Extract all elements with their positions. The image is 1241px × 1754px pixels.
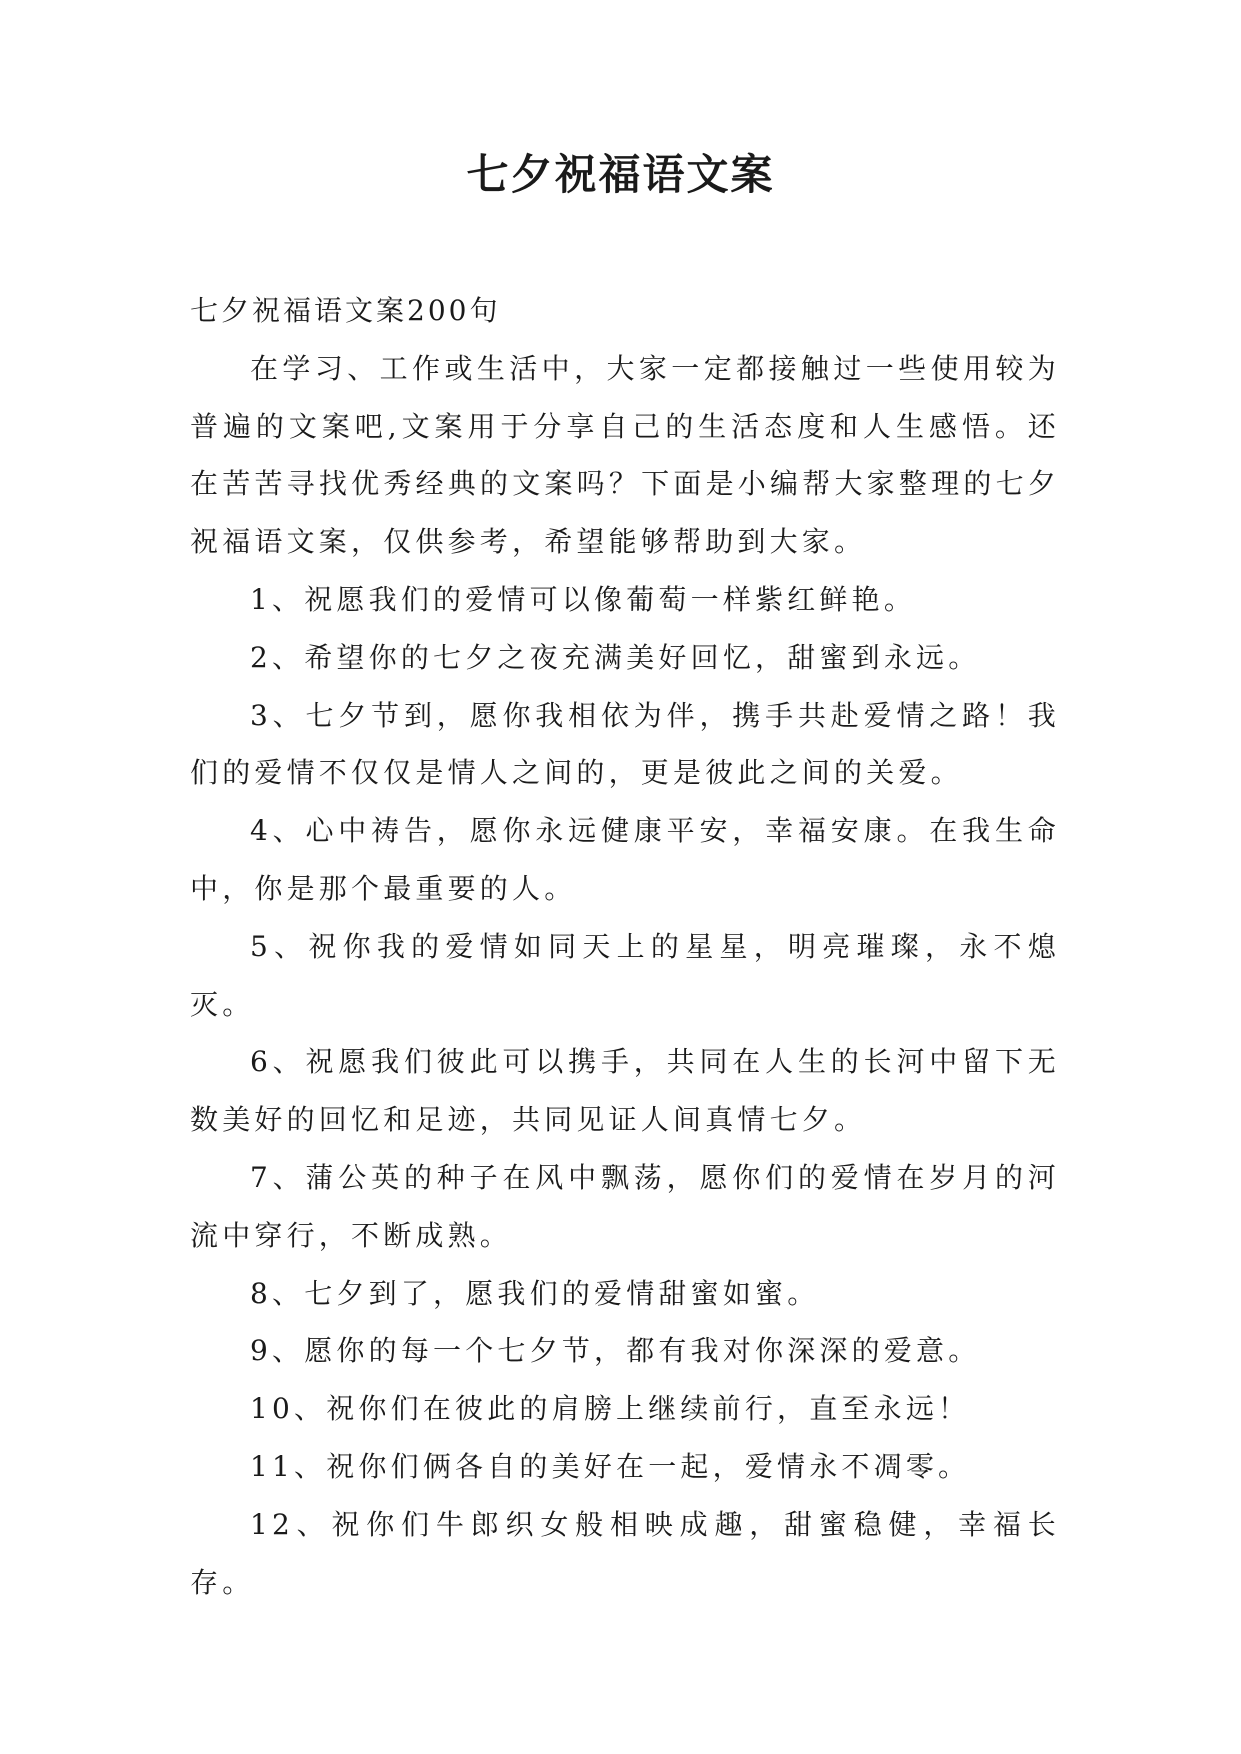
document-subtitle: 七夕祝福语文案200句 bbox=[190, 294, 501, 327]
wish-item-9: 9、愿你的每一个七夕节，都有我对你深深的爱意。 bbox=[250, 1334, 981, 1368]
wish-item-2: 2、希望你的七夕之夜充满美好回忆，甜蜜到永远。 bbox=[250, 640, 981, 674]
wish-item-3: 3、七夕节到，愿你我相依为伴，携手共赴爱情之路！我们的爱情不仅仅是情人之间的，更是彼此之间的关爱。 bbox=[190, 698, 1060, 790]
document-body bbox=[190, 282, 1060, 1611]
wish-item-7: 7、蒲公英的种子在风中飘荡，愿你们的爱情在岁月的河流中穿行，不断成熟。 bbox=[190, 1160, 1060, 1252]
wish-item-10: 10、祝你们在彼此的肩膀上继续前行，直至永远！ bbox=[250, 1392, 971, 1426]
document-title: 七夕祝福语文案 bbox=[466, 150, 775, 199]
intro-paragraph: 在学习、工作或生活中，大家一定都接触过一些使用较为普遍的文案吧,文案用于分享自己的生活态度和人生感悟。还在苦苦寻找优秀经典的文案吗？下面是小编帮大家整理的七夕祝福语文案，仅供参考，希望能够帮助到大家。 bbox=[190, 351, 1060, 559]
wish-item-4: 4、心中祷告，愿你永远健康平安，幸福安康。在我生命中，你是那个最重要的人。 bbox=[190, 814, 1060, 905]
wish-item-5: 5、祝你我的爱情如同天上的星星，明亮璀璨，永不熄灭。 bbox=[190, 929, 1060, 1021]
wish-item-8: 8、七夕到了，愿我们的爱情甜蜜如蜜。 bbox=[250, 1276, 820, 1310]
wish-item-1: 1、祝愿我们的爱情可以像葡萄一样紫红鲜艳。 bbox=[250, 582, 917, 616]
wish-item-6: 6、祝愿我们彼此可以携手，共同在人生的长河中留下无数美好的回忆和足迹，共同见证人间真情七夕。 bbox=[190, 1045, 1060, 1137]
wish-item-11: 11、祝你们俩各自的美好在一起，爱情永不凋零。 bbox=[250, 1449, 971, 1483]
wish-item-12: 12、祝你们牛郎织女般相映成趣，甜蜜稳健，幸福长存。 bbox=[190, 1507, 1060, 1599]
